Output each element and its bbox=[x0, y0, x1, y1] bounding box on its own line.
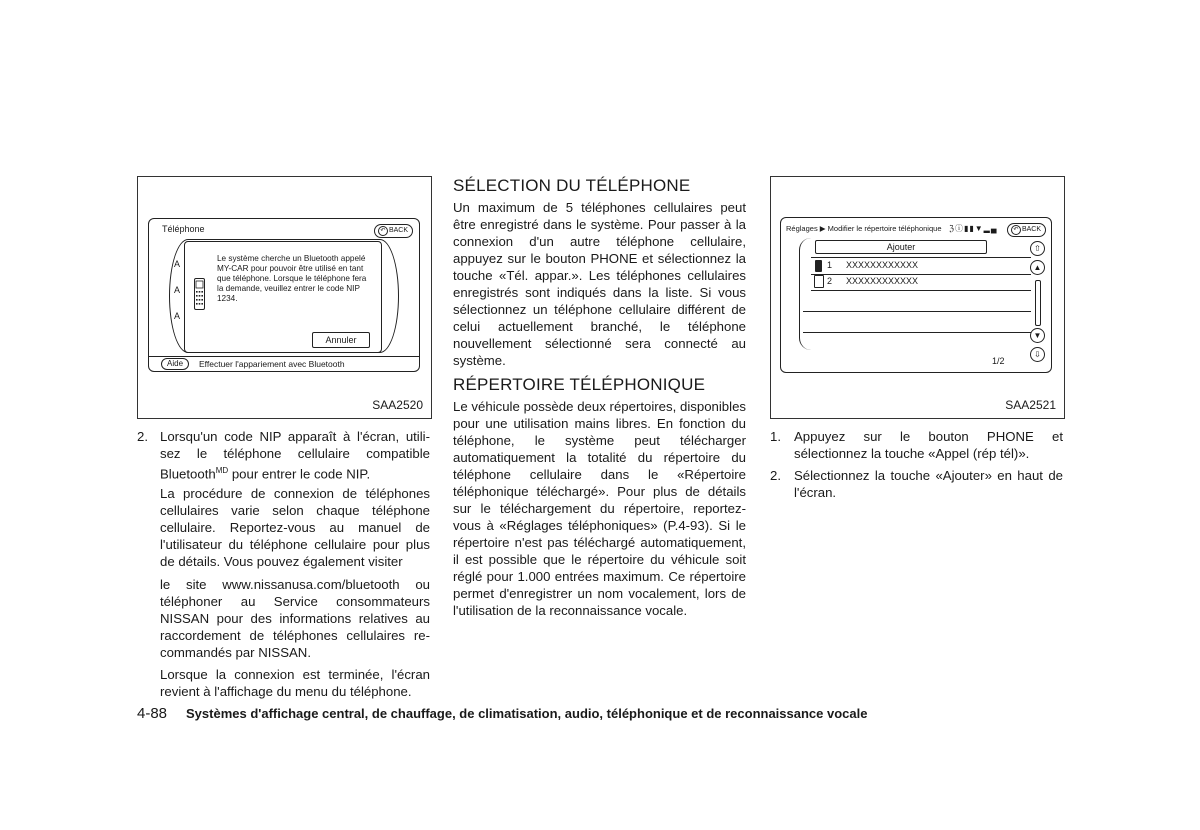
entry-name: XXXXXXXXXXXX bbox=[846, 260, 919, 270]
scroll-up-icon[interactable]: ▲ bbox=[1030, 260, 1045, 275]
phone-screen bbox=[148, 218, 420, 372]
step2-text: Sélectionnez la touche «Ajouter» en haut de l'écran. bbox=[794, 468, 1063, 500]
menu-letter-a3: A bbox=[174, 311, 181, 321]
list-row-empty bbox=[803, 291, 1031, 312]
back-button[interactable]: ↶ BACK bbox=[374, 224, 413, 238]
battery-icon: ▮▮ bbox=[963, 224, 975, 233]
entry-number: 1 bbox=[827, 260, 833, 270]
breadcrumb bbox=[786, 224, 942, 233]
paragraph-connection-complete: Lorsque la connexion est terminée, l'écran revient à l'affichage du menu du téléphone. bbox=[160, 667, 430, 699]
paragraph-procedure: La procédure de connexion de téléphones cellulaires varie selon chaque téléphone cellulaire. Reportez-vous au manuel de l'utilisateur du téléphone cellulaire pour plus de détails. Vous pouvez également visiter bbox=[160, 486, 430, 569]
pairing-dialog bbox=[184, 241, 382, 353]
item2-line-c: Bluetooth$^{MD}$ pour entrer le code NIP. bbox=[160, 466, 371, 482]
add-button[interactable]: Ajouter bbox=[815, 240, 987, 254]
scrollbar[interactable] bbox=[1035, 280, 1041, 326]
phone-keypad-icon bbox=[194, 278, 205, 310]
entry-number: 2 bbox=[827, 276, 833, 286]
dialog-message: Le système cherche un Bluetooth appelé MY-CAR pour pouvoir être utilisé en tant que téléphone. Lorsque le téléphone fera la demande, veuillez entrer le code NIP 1234. bbox=[217, 254, 367, 303]
item2-text bbox=[160, 428, 430, 482]
figure-saa2520 bbox=[137, 176, 432, 419]
menu-letter-a2: A bbox=[174, 285, 181, 295]
step1-text: Appuyez sur le bouton PHONE et sélectionnez la touche «Appel (rép tél)». bbox=[794, 429, 1063, 461]
page-up-icon[interactable]: ⇧ bbox=[1030, 241, 1045, 256]
chapter-title: Systèmes d'affichage central, de chauffage, de climatisation, audio, téléphonique et de reconnaissance vocale bbox=[186, 706, 868, 721]
list-number: 1. bbox=[770, 429, 781, 444]
list-item[interactable] bbox=[811, 257, 1031, 275]
info-icon: ⓘ bbox=[954, 224, 964, 233]
handset-icon bbox=[814, 275, 824, 288]
back-arrow-icon: ↶ bbox=[378, 226, 388, 236]
back-button[interactable]: ↶ BACK bbox=[1007, 223, 1046, 237]
breadcrumb-current: Modifier le répertoire téléphonique bbox=[827, 224, 942, 233]
paragraph-website: le site www.nissanusa.com/bluetooth ou téléphoner au Service consommateurs NISSAN pour des informations relatives au raccordement de téléphones cellulaires re-commandés par NISSAN. bbox=[160, 577, 430, 660]
figure-code: SAA2521 bbox=[1005, 398, 1056, 412]
status-bar bbox=[149, 356, 419, 371]
trademark-superscript: MD bbox=[215, 466, 229, 475]
figure-code: SAA2520 bbox=[372, 398, 423, 412]
figure-saa2521 bbox=[770, 176, 1065, 419]
list-number: 2. bbox=[137, 429, 148, 444]
item2-line-b: sez le téléphone cellulaire compatible bbox=[160, 446, 430, 461]
paragraph-phonebook: Le véhicule possède deux répertoires, disponibles pour une utilisation mains libres. En fonction du téléphone, le système peut télécharger automatiquement la totalité du répertoire du téléphone cellulaire dans le «Répertoire téléphonique téléchargé». Pour plus de détails sur le téléchargement du répertoire, reportez-vous à «Réglages téléphoniques» (P.4-93). Si le répertoire n'est pas téléchargé automatiquement, il est possible que le répertoire du véhicule soit réglé pour 1.000 entrées maximum. Ce répertoire permet d'enregistrer un nom vocalement, lors de l'utilisation de la reconnaissance vocale. bbox=[453, 399, 746, 618]
menu-letter-a1: A bbox=[174, 259, 181, 269]
list-row-empty bbox=[803, 312, 1031, 333]
page-indicator: 1/2 bbox=[992, 356, 1005, 366]
mobile-phone-icon bbox=[815, 260, 822, 272]
heading-phonebook: RÉPERTOIRE TÉLÉPHONIQUE bbox=[453, 375, 706, 394]
phonebook-screen bbox=[780, 217, 1052, 373]
help-button[interactable]: Aide bbox=[161, 358, 189, 370]
cancel-button[interactable]: Annuler bbox=[312, 332, 370, 348]
bluetooth-icon: ℨ bbox=[949, 224, 955, 233]
page-number: 4-88 bbox=[137, 705, 168, 722]
heading-phone-selection: SÉLECTION DU TÉLÉPHONE bbox=[453, 176, 691, 195]
screen-title: Téléphone bbox=[162, 224, 205, 234]
list-number: 2. bbox=[770, 468, 781, 483]
entry-name: XXXXXXXXXXXX bbox=[846, 276, 919, 286]
status-icons bbox=[949, 223, 998, 234]
back-arrow-icon: ↶ bbox=[1011, 225, 1021, 235]
list-item[interactable] bbox=[811, 274, 1031, 291]
scroll-down-icon[interactable]: ▼ bbox=[1030, 328, 1045, 343]
paragraph-phone-selection: Un maximum de 5 téléphones cellulaires peut être enregistré dans le système. Pour passer à la connexion d'un autre téléphone cellulaire, appuyez sur le bouton PHONE et sélectionnez la touche «Tél. appar.». Les téléphones cellulaires enregistrés sont indiqués dans la liste. Si vous sélectionnez un téléphone cellulaire différent de celui actuellement branché, le téléphone nouvellement sélectionné sera connecté au système. bbox=[453, 200, 746, 368]
item2-line-a: Lorsqu'un code NIP apparaît à l'écran, utili- bbox=[160, 429, 430, 444]
breadcrumb-parent[interactable]: Réglages bbox=[786, 224, 818, 233]
status-message: Effectuer l'appariement avec Bluetooth bbox=[199, 359, 345, 369]
breadcrumb-arrow-icon: ▶ bbox=[819, 224, 826, 233]
signal-icon: ▼ bbox=[974, 224, 984, 233]
page-down-icon[interactable]: ⇩ bbox=[1030, 347, 1045, 362]
signal-bars-icon: ▂▄ bbox=[983, 224, 998, 233]
